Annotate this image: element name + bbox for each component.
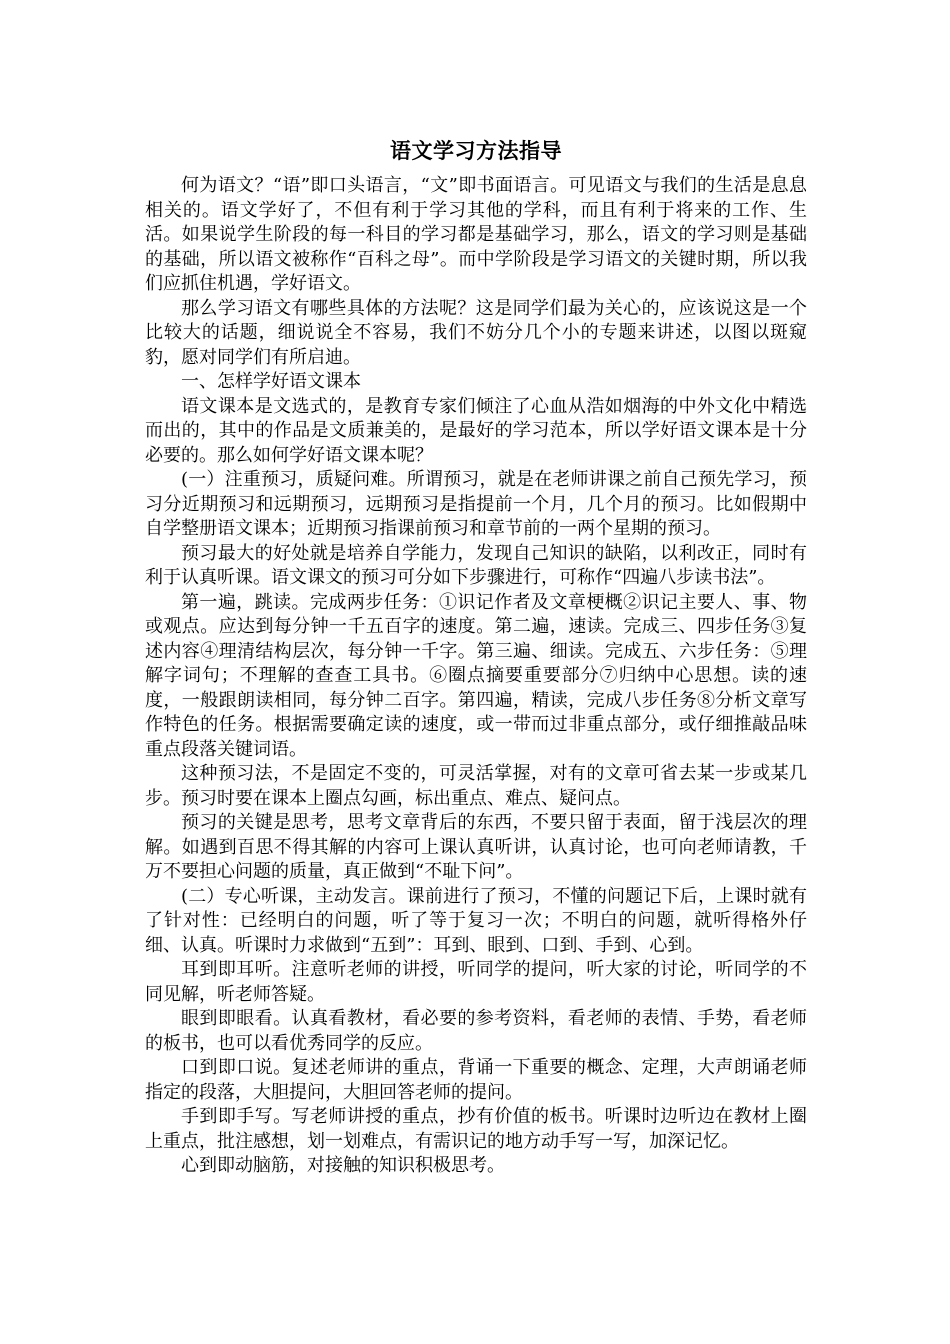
paragraph-methods-question: 那么学习语文有哪些具体的方法呢？这是同学们最为关心的，应该说这是一个比较大的话题，细说说全不容易，我们不妨分几个小的专题来讲述，以图以斑窥豹，愿对同学们有所启迪。 [145,297,807,368]
paragraph-intro: 何为语文？“语”即口头语言，“文”即书面语言。可见语文与我们的生活是息息相关的。语文学好了，不但有利于学习其他的学科，而且有利于将来的工作、生活。如果说学生阶段的每一科目的学习都是基础学习，那么，语文的学习则是基础的基础，所以语文被称作“百科之母”。而中学阶段是学习语文的关键时期，所以我们应抓住机遇，学好语文。 [145,175,807,294]
paragraph-preview: (一）注重预习，质疑问难。所谓预习，就是在老师讲课之前自己预先学习，预习分近期预习和远期预习，远期预习是指提前一个月，几个月的预习。比如假期中自学整册语文课本；近期预习指课前预习和章节前的一两个星期的预习。 [145,469,807,539]
paragraph-preview-benefit: 预习最大的好处就是培养自学能力，发现自己知识的缺陷，以利改正，同时有利于认真听课。语文课文的预习可分如下步骤进行，可称作“四遍八步读书法”。 [145,542,807,588]
document-body [145,174,807,1179]
paragraph-thinking: 预习的关键是思考，思考文章背后的东西，不要只留于表面，留于浅层次的理解。如遇到百思不得其解的内容可上课认真听讲，认真讨论，也可向老师请教，千万不要担心问题的质量，真正做到“不耻下问”。 [145,812,807,882]
paragraph-listening: (二）专心听课，主动发言。课前进行了预习，不懂的问题记下后，上课时就有了针对性：已经明白的问题，听了等于复习一次；不明白的问题，就听得格外仔细、认真。听课时力求做到“五到”：耳到、眼到、口到、手到、心到。 [145,885,807,956]
document-title: 语文学习方法指导 [390,138,562,163]
section-heading-textbook: 一、怎样学好语文课本 [181,371,361,392]
paragraph-textbook-intro: 语文课本是文选式的，是教育专家们倾注了心血从浩如烟海的中外文化中精选而出的，其中的作品是文质兼美的，是最好的学习范本，所以学好语文课本是十分必要的。那么如何学好语文课本呢？ [145,395,807,466]
paragraph-mind: 心到即动脑筋，对接触的知识积极思考。 [181,1155,505,1176]
paragraph-mouth: 口到即口说。复述老师讲的重点，背诵一下重要的概念、定理，大声朗诵老师指定的段落，大胆提问，大胆回答老师的提问。 [145,1057,807,1103]
paragraph-flexible-method: 这种预习法，不是固定不变的，可灵活掌握，对有的文章可省去某一步或某几步。预习时要在课本上圈点勾画，标出重点、难点、疑问点。 [145,763,807,809]
paragraph-four-readings: 第一遍，跳读。完成两步任务：①识记作者及文章梗概②识记主要人、事、物或观点。应达到每分钟一千五百字的速度。第二遍，速读。完成三、四步任务③复述内容④理清结构层次，每分钟一千字。第三遍、细读。完成五、六步任务：⑤理解字词句；不理解的查查工具书。⑥圈点摘要重要部分⑦归纳中心思想。读的速度，一般跟朗读相同，每分钟二百字。第四遍，精读，完成八步任务⑧分析文章写作特色的任务。根据需要确定读的速度，或一带而过非重点部分，或仔细推敲品味重点段落关键词语。 [145,591,807,760]
paragraph-ears: 耳到即耳听。注意听老师的讲授，听同学的提问，听大家的讨论，听同学的不同见解，听老师答疑。 [145,959,807,1005]
paragraph-hands: 手到即手写。写老师讲授的重点，抄有价值的板书。听课时边听边在教材上圈上重点，批注感想，划一划难点，有需识记的地方动手写一写，加深记忆。 [145,1106,807,1152]
document-page [145,132,807,1179]
paragraph-eyes: 眼到即眼看。认真看教材，看必要的参考资料，看老师的表情、手势，看老师的板书，也可以看优秀同学的反应。 [145,1008,807,1054]
